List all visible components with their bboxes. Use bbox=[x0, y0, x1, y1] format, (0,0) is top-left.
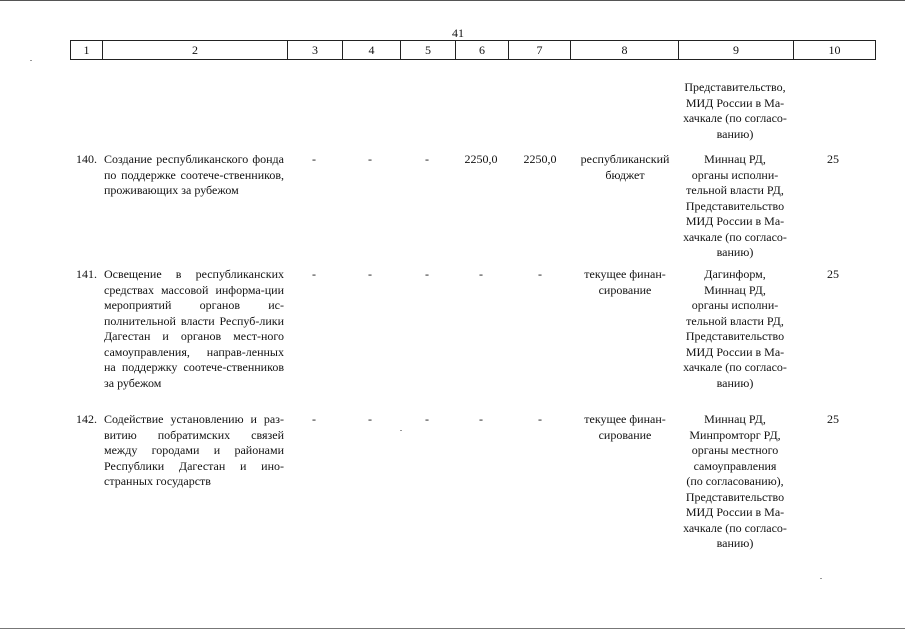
row-140-col3: - bbox=[312, 152, 316, 166]
row-141-col4: - bbox=[368, 267, 372, 281]
row-141-col3: - bbox=[312, 267, 316, 281]
row-142-executors: Миннац РД, Минпромторг РД, органы местного самоуправления (по согласованию), Представительство МИД России в Ма- хачкале (по согласо- ванию) bbox=[683, 412, 787, 550]
row-141-col6: - bbox=[479, 267, 483, 281]
row-141-number: 141. bbox=[76, 267, 97, 281]
row-140-col5: - bbox=[425, 152, 429, 166]
row-142-funding-source: текущее финан- сирование bbox=[584, 412, 666, 442]
row-142-col7: - bbox=[538, 412, 542, 426]
row-142-col4: - bbox=[368, 412, 372, 426]
row-140-col4: - bbox=[368, 152, 372, 166]
row-140-col6: 2250,0 bbox=[464, 152, 498, 166]
row-142-description: Содействие установлению и раз-витию побратимских связей между городами и районами Республики Дагестан и ино-странных государств bbox=[104, 412, 284, 488]
header-col-6: 6 bbox=[455, 41, 508, 59]
row-140-description: Создание республиканского фонда по поддержке соотече-ственников, проживающих за рубежом bbox=[104, 152, 284, 197]
scan-speck bbox=[400, 430, 402, 431]
row-141-funding-source: текущее финан- сирование bbox=[584, 267, 666, 297]
row-140-funding-source: республиканский бюджет bbox=[580, 152, 670, 182]
row-141-executors: Дагинформ, Миннац РД, органы исполни- тельной власти РД, Представительство МИД России в Ма- хачкале (по согласо- ванию) bbox=[683, 267, 787, 390]
table-header-row bbox=[70, 40, 876, 60]
header-col-10: 10 bbox=[793, 41, 876, 59]
header-col-2: 2 bbox=[102, 41, 287, 59]
page-number: 41 bbox=[452, 26, 464, 40]
row-142-col3: - bbox=[312, 412, 316, 426]
header-col-7: 7 bbox=[508, 41, 570, 59]
header-col-1: 1 bbox=[70, 41, 102, 59]
row-142-col6: - bbox=[479, 412, 483, 426]
header-col-3: 3 bbox=[287, 41, 342, 59]
row-141-description: Освещение в республиканских средствах массовой информа-ции мероприятий органов ис-полнительной власти Респуб-лики Дагестан и органов мест-ного самоуправления, направ-ленных на поддержку соотече-ственников за рубежом bbox=[104, 267, 284, 390]
header-col-5: 5 bbox=[400, 41, 455, 59]
row-140-col7: 2250,0 bbox=[523, 152, 557, 166]
scan-speck bbox=[30, 60, 32, 61]
continuation-executors: Представительство, МИД России в Ма- хачкале (по согласо- ванию) bbox=[683, 80, 787, 141]
row-141-col5: - bbox=[425, 267, 429, 281]
row-142-col5: - bbox=[425, 412, 429, 426]
row-140-executors: Миннац РД, органы исполни- тельной власти РД, Представительство МИД России в Ма- хачкале (по согласо- ванию) bbox=[683, 152, 787, 259]
row-142-col10: 25 bbox=[827, 412, 839, 426]
row-141-col7: - bbox=[538, 267, 542, 281]
row-141-col10: 25 bbox=[827, 267, 839, 281]
row-140-number: 140. bbox=[76, 152, 97, 166]
row-140-col10: 25 bbox=[827, 152, 839, 166]
page-top-border bbox=[0, 0, 905, 1]
header-col-4: 4 bbox=[342, 41, 400, 59]
scan-speck bbox=[820, 578, 822, 579]
header-col-8: 8 bbox=[570, 41, 678, 59]
page-bottom-border bbox=[0, 628, 905, 629]
header-col-9: 9 bbox=[678, 41, 793, 59]
row-142-number: 142. bbox=[76, 412, 97, 426]
